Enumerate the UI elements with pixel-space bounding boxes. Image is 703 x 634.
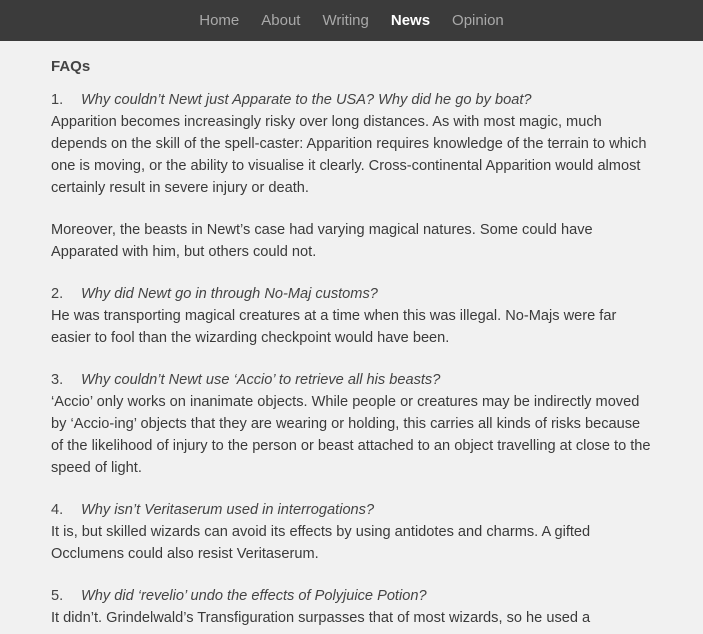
faq-item-1 bbox=[51, 89, 651, 263]
faq-question-text: Why couldn’t Newt use ‘Accio’ to retrieve all his beasts? bbox=[81, 372, 441, 388]
nav-link-writing[interactable]: Writing bbox=[322, 12, 369, 29]
nav-link-about[interactable]: About bbox=[261, 12, 301, 29]
faq-question bbox=[51, 585, 651, 607]
faq-question bbox=[51, 283, 651, 305]
faq-answer: It didn’t. Grindelwald’s Transfiguration surpasses that of most wizards, so he used a bbox=[51, 610, 591, 626]
faq-answer: Apparition becomes increasingly risky over long distances. As with most magic, much depends on the skill of the spell-caster: Apparition requires knowledge of the terrain to which one is moving, or the ability to visualise it clearly. Cross-continental Apparition would almost certainly result in severe injury or death. bbox=[51, 114, 647, 196]
nav-link-home[interactable]: Home bbox=[199, 12, 240, 29]
faq-item-2 bbox=[51, 283, 651, 349]
faq-answer-continued: Moreover, the beasts in Newt’s case had varying magical natures. Some could have Apparated with him, but others could not. bbox=[51, 222, 593, 260]
nav-link-news[interactable]: News bbox=[390, 12, 431, 29]
faq-question bbox=[51, 499, 651, 521]
nav-link-opinion[interactable]: Opinion bbox=[452, 12, 504, 29]
faq-item-5 bbox=[51, 585, 651, 629]
top-navigation-bar bbox=[0, 0, 703, 41]
faq-question-text: Why did Newt go in through No-Maj customs? bbox=[81, 286, 378, 302]
faq-answer: It is, but skilled wizards can avoid its effects by using antidotes and charms. A gifted Occlumens could also resist Veritaserum. bbox=[51, 524, 591, 562]
faq-item-3 bbox=[51, 369, 651, 479]
faq-answer: He was transporting magical creatures at a time when this was illegal. No-Majs were far easier to fool than the wizarding checkpoint would have been. bbox=[51, 308, 617, 346]
faq-question-text: Why couldn’t Newt just Apparate to the USA? Why did he go by boat? bbox=[81, 92, 532, 108]
faq-number: 1. bbox=[51, 92, 64, 108]
main-content bbox=[51, 41, 651, 629]
page-heading: FAQs bbox=[51, 58, 91, 75]
faq-number: 4. bbox=[51, 502, 64, 518]
faq-answer: ‘Accio’ only works on inanimate objects. While people or creatures may be indirectly moved by ‘Accio-ing’ objects that they are wearing or holding, this carries all kinds of risks because of the likelihood of injury to the person or beast attached to an object travelling at close to the speed of light. bbox=[51, 394, 651, 476]
faq-number: 2. bbox=[51, 286, 64, 302]
faq-item-4 bbox=[51, 499, 651, 565]
faq-question-text: Why did ‘revelio’ undo the effects of Polyjuice Potion? bbox=[81, 588, 427, 604]
nav-links bbox=[188, 0, 515, 41]
faq-question-text: Why isn’t Veritaserum used in interrogations? bbox=[81, 502, 375, 518]
faq-number: 3. bbox=[51, 372, 64, 388]
faq-question bbox=[51, 369, 651, 391]
faq-question bbox=[51, 89, 651, 111]
faq-number: 5. bbox=[51, 588, 64, 604]
